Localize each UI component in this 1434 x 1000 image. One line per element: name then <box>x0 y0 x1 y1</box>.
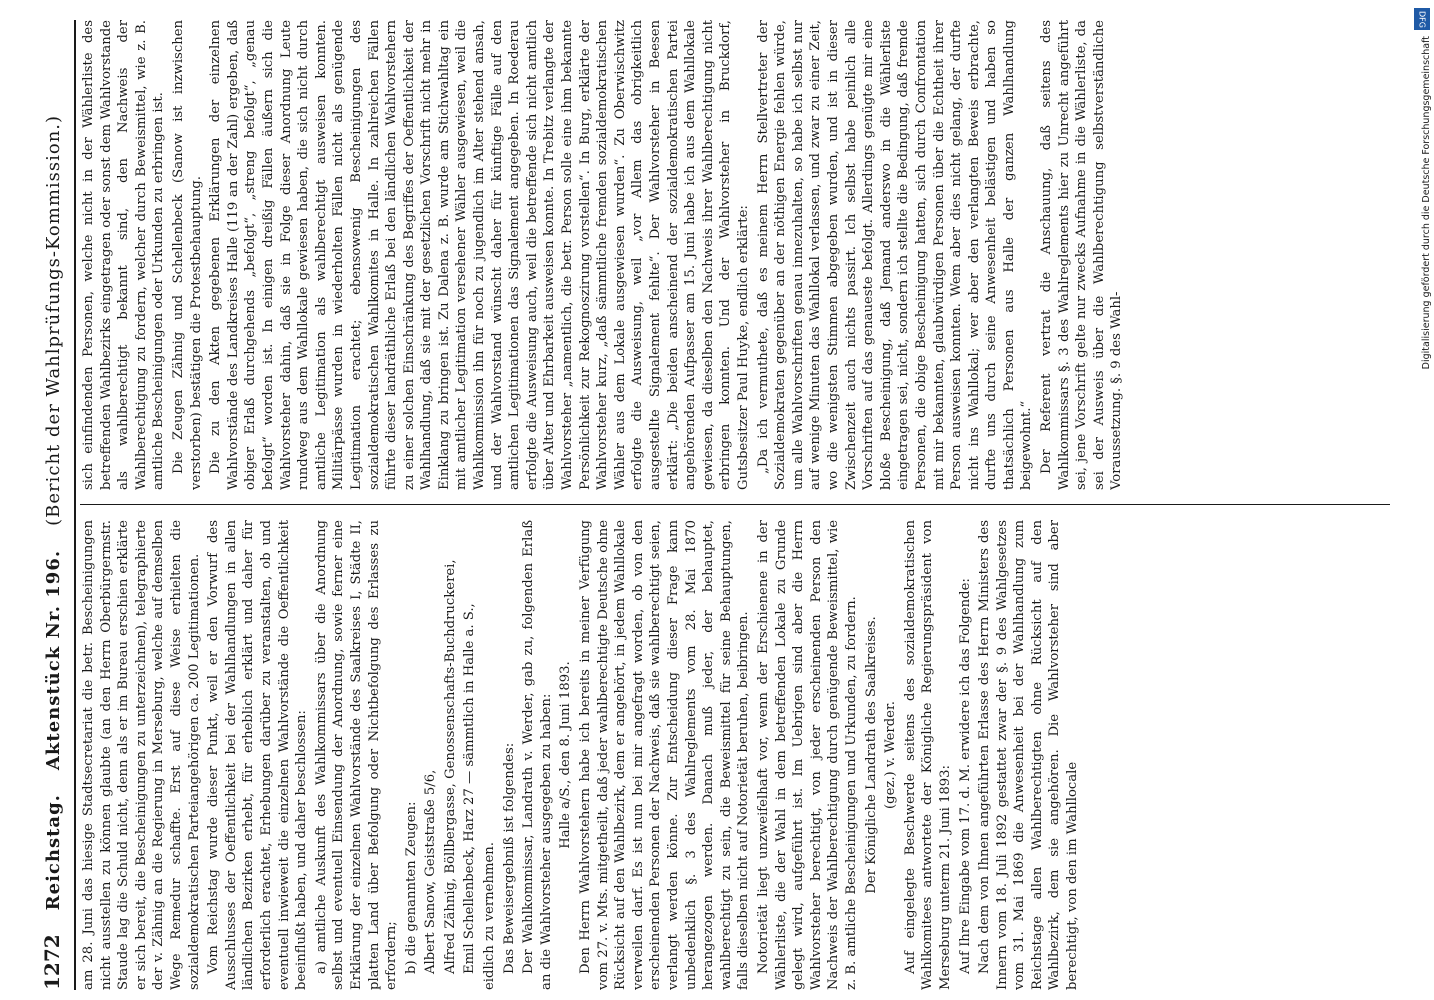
paragraph: a) amtliche Auskunft des Wahlkommissars über die Anordnung selbst und eventuell Einsendung der Anordnung, sowie ferner eine Erklärung der einzelnen Wahlvorstände des Saalkreises I, Städte II, platten Land über Befolgung oder Nichtbefolgung des Erlasses zu erfordern; <box>313 520 400 990</box>
text-columns <box>80 20 1390 990</box>
paragraph: Das Beweisergebniß ist folgendes: <box>501 742 517 974</box>
rotated-page-content <box>40 20 1400 990</box>
paragraph: Nach dem von Ihnen angeführten Erlasse des Herrn Ministers des Innern vom 18. Juli 1892 gestattet zwar der §. 9 des Wahlgesetzes vom 31. Mai 1869 die Anwesenheit bei der Wahlhandlung zum Reichstage allen Wahlberechtigten ohne Rücksicht auf den Wahlbezirk, dem sie angehören. Die Wahlvorsteher sind aber berechtigt, von den im Wahllocale <box>977 520 1081 990</box>
paragraph: Den Herrn Wahlvorstehern habe ich bereits in meiner Verfügung vom 27. v. Mts. mitgetheilt, daß jeder wahlberechtigte Deutsche ohne Rücksicht auf den Wahlbezirk, dem er angehört, in jedem Wahllokale verweilen darf. Es ist nun bei mir angefragt worden, ob von den erscheinenden Personen der Nachweis, daß sie wahlberechtigt seien, verlangt werden könne. Zur Entscheidung dieser Frage kann unbedenklich §. 3 des Wahlreglements vom 28. Mai 1870 herangezogen werden. Danach muß jeder, der behauptet, wahlberechtigt zu sein, die Beweismittel für seine Behauptungen, falls dieselben nicht auf Notorietät beruhen, beibringen. <box>578 520 752 990</box>
paragraph: Emil Schellenbeck, Harz 27 — sämmtlich in Halle a. S., <box>462 603 478 974</box>
paragraph: sich einfindenden Personen, welche nicht in der Wählerliste des betreffenden Wahlbezirks eingetragen oder sonst dem Wahlvorstande als wahlberechtigt bekannt sind, den Nachweis der Wahlberechtigung zu fordern, welcher durch Beweismittel, wie z. B. amtliche Bescheinigungen oder Urkunden zu erbringen ist. <box>81 20 167 490</box>
document-title: Aktenstück Nr. 196. <box>43 549 64 771</box>
paragraph: Der Wahlkommissar, Landrath v. Werder, gab zu, folgenden Erlaß an die Wahlvorsteher ausgegeben zu haben: <box>521 520 554 990</box>
left-column <box>80 520 1390 990</box>
paragraph: Alfred Zähnig, Böllbergasse, Genossenschafts-Buchdruckerei, <box>442 559 458 974</box>
dfg-logo: DFG <box>1414 8 1430 30</box>
digitization-sidebar <box>1410 0 1434 1000</box>
right-column <box>80 20 1390 490</box>
paragraph: am 28. Juni das hiesige Stadtsecretariat die betr. Bescheinigungen nicht ausstellen zu können glaubte (an den Herrn Oberbürgermstr. Staude lag die Schuld nicht, denn als er im Bureau erschien erklärte er sich bereit, die Bescheinigungen zu unterzeichnen), telegraphierte der v. Zähnig an die Regierung in Merseburg, welche auf demselben Wege Remedur schaffte. Erst auf diese Weise erhielten die sozialdemokratischen Parteiangehörigen ca. 200 Legitimationen. <box>81 520 202 990</box>
document-subtitle: (Bericht der Wahlprüfungs-Kommission.) <box>43 114 64 526</box>
section-title: Reichstag. <box>43 794 64 911</box>
paragraph: Vom Reichstag wurde dieser Punkt, weil er den Vorwurf des Ausschlusses der Oeffentlichkeit bei der Wahlhandlungen in allen ländlichen Bezirken erhebt, für erheblich erklärt und daher für erforderlich erachtet, Erhebungen darüber zu veranstalten, ob und eventuell inwieweit die einzelnen Wahlvorstände die Oeffentlichkeit beeinflußt haben, und daher beschlossen: <box>206 520 310 990</box>
paragraph: Notorietät liegt unzweifelhaft vor, wenn der Erschienene in der Wählerliste, die der Wahl in dem betreffenden Lokale zu Grunde gelegt wird, aufgeführt ist. Im Uebrigen sind aber die Herrn Wahlvorsteher berechtigt, von jeder erscheinenden Person den Nachweis der Wahlberechtigung durch genügende Beweismittel, wie z. B. amtliche Bescheinigungen und Urkunden, zu fordern. <box>755 520 859 990</box>
funding-credit: Digitalisierung gefördert durch die Deutsche Forschungsgemeinschaft <box>1421 36 1432 370</box>
paragraph: Der Königliche Landrath des Saalkreises. <box>863 616 879 894</box>
paragraph: Albert Sanow, Geiststraße 5/6, <box>423 769 439 974</box>
paragraph: Die Zeugen Zähnig und Schellenbeck (Sanow ist inzwischen verstorben) bestätigen die Protestbehauptung. <box>170 20 204 490</box>
page-number: 1272 <box>40 934 64 990</box>
column-divider <box>80 504 1390 505</box>
page-header <box>40 20 76 990</box>
paragraph: b) die genannten Zeugen: <box>403 801 419 974</box>
paragraph: Auf Ihre Eingabe vom 17. d. M. erwidere ich das Folgende: <box>957 578 973 974</box>
paragraph: Halle a/S., den 8. Juni 1893. <box>558 661 574 849</box>
paragraph: (gez.) v. Werder. <box>883 701 899 810</box>
paragraph: Die zu den Akten gegebenen Erklärungen der einzelnen Wahlvorstände des Landkreises Halle (119 an der Zahl) ergeben, daß obiger Erlaß durchgehends „befolgt“, „streng befolgt“, „genau befolgt“ worden ist. In einigen dreißig Fällen äußern sich die Wahlvorsteher dahin, daß sie in Folge dieser Anordnung Leute rundweg aus dem Wahllokale gewiesen haben, die sich nicht durch amtliche Legitimation als wahlberechtigt ausweisen konnten. Militärpässe wurden in wiederholten Fällen nicht als genügende Legitimation erachtet; ebensowenig Bescheinigungen des sozialdemokratischen Wahlkomites in Halle. In zahlreichen Fällen führte dieser landräthliche Erlaß bei den ländlichen Wahlvorstehern zu einer solchen Einschränkung des Begriffes der Oeffentlichkeit der Wahlhandlung, daß sie mit der gesetzlichen Vorschrift nicht mehr in Einklang zu bringen ist. Zu Dalena z. B. wurde am Stichwahltag ein mit amtlicher Legitimation versehener Wähler ausgewiesen, weil die Wahlkommission ihn für noch zu jugendlich im Alter stehend ansah, und der Wahlvorstand wünscht daher für künftige Fälle auf den amtlichen Legitimationen das Signalement angegeben. In Roederau erfolgte die Ausweisung auch, weil die betreffende sich nicht amtlich über Alter und Ehrbarkeit ausweisen konnte. In Trebitz verlangte der Wahlvorsteher „namentlich, die betr. Person solle eine ihm bekannte Persönlichkeit zur Rekognoszirung vorstellen“. In Burg, erklärte der Wahlvorsteher kurz, „daß sämmtliche fremden sozialdemokratischen Wähler aus dem Lokale ausgewiesen wurden“. Zu Oberwischwitz erfolgte die Ausweisung, weil „vor Allem das obrigkeitlich ausgestellte Signalement fehlte“. Der Wahlvorsteher in Beesen erklärt: „Die beiden anscheinend der sozialdemokratischen Partei angehörenden Aufpasser am 15. Juni habe ich aus dem Wahllokale gewiesen, da dieselben den Nachweis ihrer Wahlberechtigung nicht erbringen konnten. Und der Wahlvorsteher in Bruckdorf, Gutsbesitzer Paul Huyke, endlich erklärte: <box>208 20 751 490</box>
paragraph: eidlich zu vernehmen. <box>482 842 498 990</box>
paragraph: „Da ich vermuthete, daß es meinem Herrn Stellvertreter der Sozialdemokraten gegenüber an der nöthigen Energie fehlen würde, um alle Wahlvorschriften genau innezuhalten, so habe ich selbst nur auf wenige Minuten das Wahllokal verlassen, und zwar zu einer Zeit, wo die wenigsten Stimmen abgegeben wurden, und ist in dieser Zwischenzeit auch nichts passirt. Ich selbst habe peinlich alle Vorschriften auf das genaueste befolgt. Allerdings genügte mir eine bloße Bescheinigung, daß Jemand anderswo in die Wählerliste eingetragen sei, nicht, sondern ich stellte die Bedingung, daß fremde Personen, die obige Bescheinigung hatten, sich durch Confrontation mit mir bekannten, glaubwürdigen Personen über die Echtheit ihrer Person ausweisen konnten. Wem aber dies nicht gelang, der durfte nicht ins Wahllokal; wer aber den verlangten Beweis erbrachte, durfte uns durch seine Anwesenheit belästigen und haben so thatsächlich Personen aus Halle der ganzen Wahlhandlung beigewohnt.“ <box>755 20 1035 490</box>
paragraph: Auf eingelegte Beschwerde seitens des sozialdemokratischen Wahlkomitees antwortete der Königliche Regierungspräsident von Merseburg unterm 21. Juni 1893: <box>902 520 953 990</box>
paragraph: Der Referent vertrat die Anschauung, daß seitens des Wahlkommissars §. 3 des Wahlreglements hier zu Unrecht angeführt sei, jene Vorschrift gelte nur zwecks Aufnahme in die Wählerliste, da sei der Ausweis über die Wahlberechtigung selbstverständliche Voraussetzung. §. 9 des Wahl- <box>1039 20 1125 490</box>
